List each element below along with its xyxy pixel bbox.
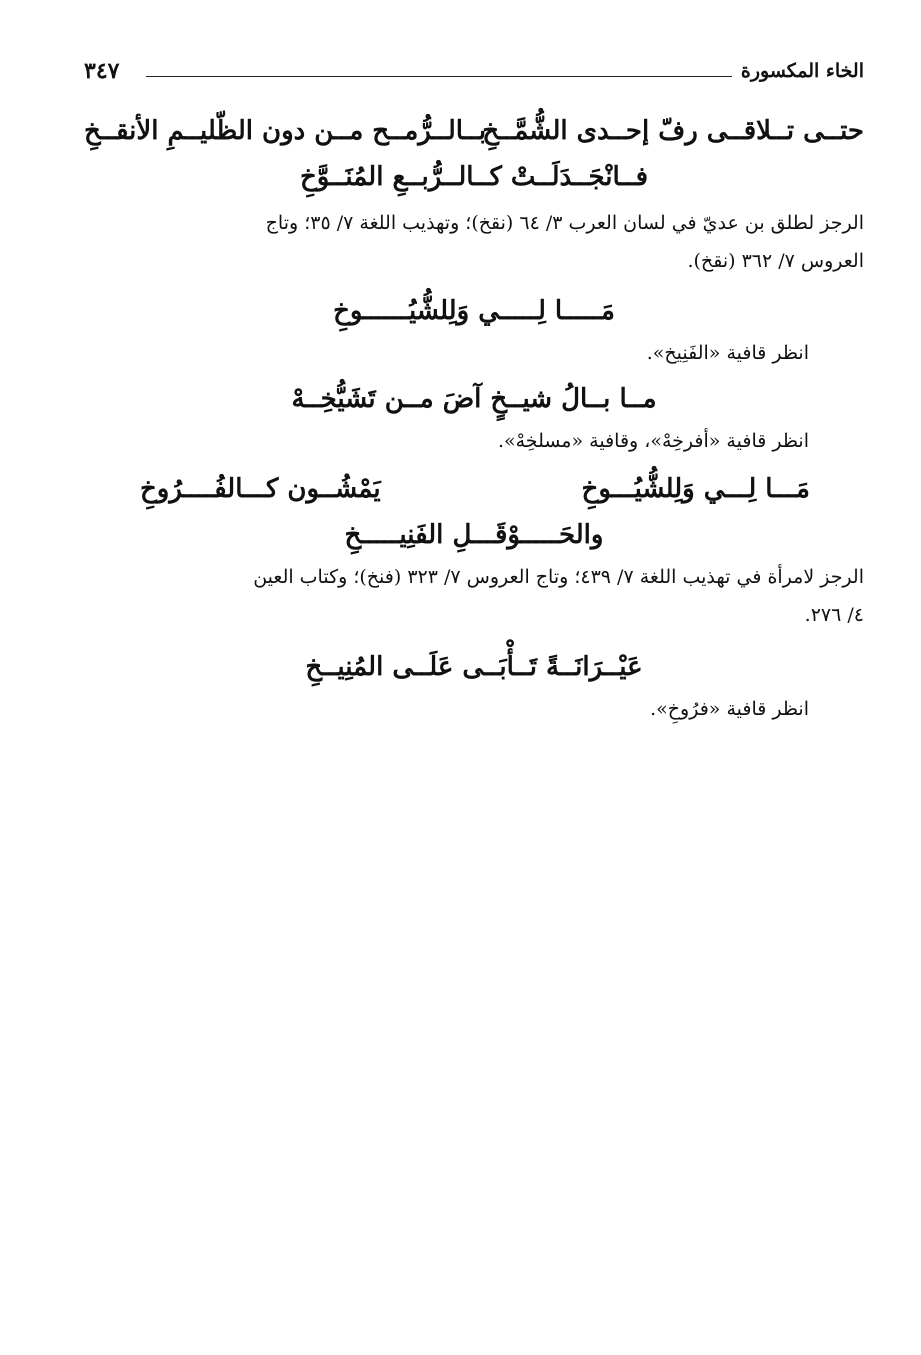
cross-reference-note: انظر قافية «أفرخِهْ»، وقافية «مسلخِهْ». xyxy=(497,430,809,452)
header-rule xyxy=(146,76,732,77)
note-line: ٤/ ٢٧٦. xyxy=(804,604,864,626)
verse-line xyxy=(84,384,864,424)
note-line: الرجز لامرأة في تهذيب اللغة ٧/ ٤٣٩؛ وتاج العروس ٧/ ٣٢٣ (فنخ)؛ وكتاب العين xyxy=(253,566,864,588)
verse-line xyxy=(84,296,864,336)
verse-line xyxy=(84,116,864,156)
cross-reference-note: انظر قافية «فرُوخِ». xyxy=(650,698,809,720)
verse-centered-hemistich: مــا بــالُ شيــخٍ آضَ مــن تَشَيُّخِــهْ xyxy=(291,384,657,414)
verse-line xyxy=(84,652,864,692)
verse-right-hemistich: حتــى تــلاقــى رفّ إحــدى الشُّمَّــخِ xyxy=(482,116,864,146)
verse-line xyxy=(140,474,810,514)
verse-centered-hemistich: فــانْجَــدَلَــتْ كــالــرُّبــعِ المُنَــوَّخِ xyxy=(299,162,649,192)
page-number: ٣٤٧ xyxy=(84,58,120,84)
verse-centered-hemistich: مَـــــا لِـــــي وَلِلشُّيُــــــوخِ xyxy=(333,296,615,326)
verse-left-hemistich: بــالــرُّمــح مــن دون الظّليــمِ الأنقــخِ xyxy=(84,116,487,146)
note-line: العروس ٧/ ٣٦٢ (نقخ). xyxy=(687,250,864,272)
verse-centered-hemistich: والحَـــــوْقَـــلِ الفَنِيـــــخِ xyxy=(344,520,604,550)
cross-reference-note: انظر قافية «الفَنِيخ». xyxy=(646,342,809,364)
verse-left-hemistich: يَمْشُــون كـــالفُــــرُوخِ xyxy=(140,474,381,504)
verse-line xyxy=(84,162,864,202)
verse-centered-hemistich: عَيْــرَانَــةً تَــأْبَــى عَلَــى المُنِيــخِ xyxy=(305,652,643,682)
verse-line xyxy=(84,520,864,560)
running-header xyxy=(84,58,864,92)
note-line: الرجز لطلق بن عديّ في لسان العرب ٣/ ٦٤ (نقخ)؛ وتهذيب اللغة ٧/ ٣٥؛ وتاج xyxy=(265,212,864,234)
verse-right-hemistich: مَـــا لِـــي وَلِلشُّيُـــوخِ xyxy=(581,474,810,504)
chapter-title: الخاء المكسورة xyxy=(740,60,864,82)
